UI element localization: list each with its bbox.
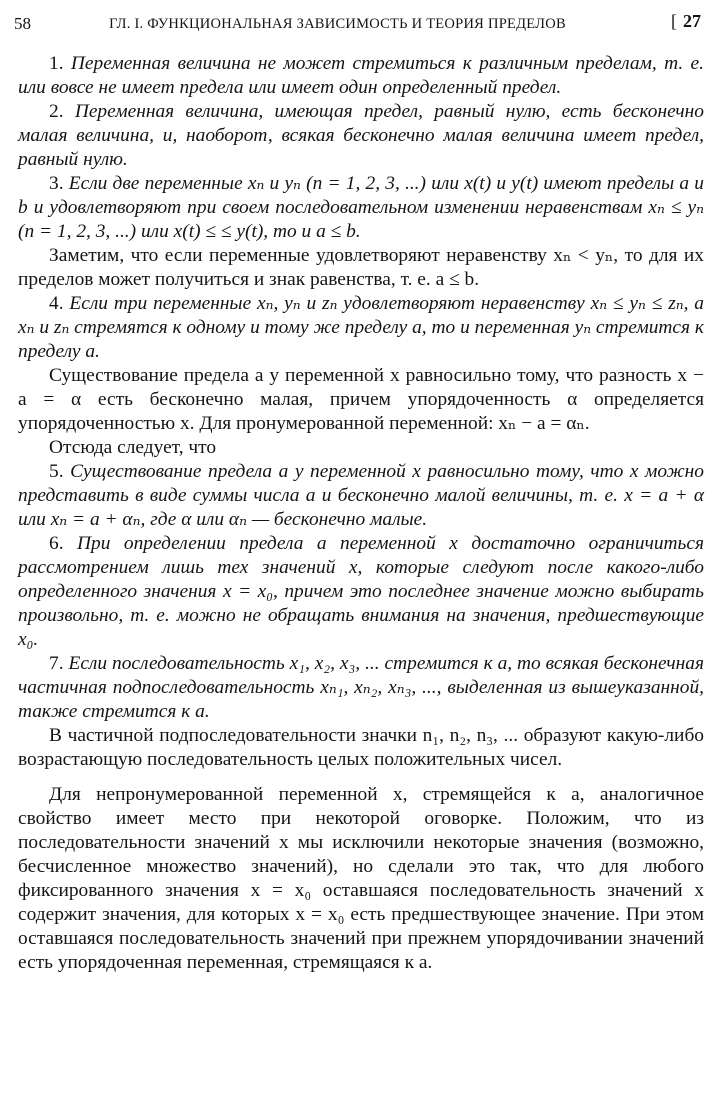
running-title: ГЛ. I. ФУНКЦИОНАЛЬНАЯ ЗАВИСИМОСТЬ И ТЕОРИЯ ПРЕДЕЛОВ: [109, 16, 566, 32]
property-1-number: 1.: [49, 53, 64, 74]
page-number: 58: [14, 14, 31, 33]
property-3-number: 3.: [49, 173, 64, 194]
page-body: [18, 52, 704, 975]
remark-lead-in-text: Отсюда следует, что: [49, 437, 217, 458]
section-bracket: [: [671, 11, 677, 31]
remark-after-3-text: Заметим, что если переменные удовлетворяют неравенству xₙ < yₙ, то для их пределов может получиться и знак равенства, т. е. a ≤ b.: [18, 245, 704, 290]
property-6-text: При определении предела a переменной x достаточно ограничиться рассмотрением лишь тех значений x, которые следуют после какого-либо определенного значения x = x₀, причем это последнее значение можно выбирать произвольно, т. е. можно не обращать внимания на значения, предшествующие x₀.: [18, 533, 704, 650]
property-7-text: Если последовательность x₁, x₂, x₃, ... стремится к a, то всякая бесконечная частичная подпоследовательность xₙ₁, xₙ₂, xₙ₃, ..., выделенная из вышеуказанной, также стремится к a.: [18, 653, 704, 722]
property-2-number: 2.: [49, 101, 64, 122]
remark-after-7-text: В частичной подпоследовательности значки n₁, n₂, n₃, ... образуют какую-либо возрастающую последовательность целых положительных чисел.: [18, 725, 704, 770]
property-5-number: 5.: [49, 461, 64, 482]
property-2-text: Переменная величина, имеющая предел, равный нулю, есть бесконечно малая величина, и, наоборот, всякая бесконечно малая величина имеет предел, равный нулю.: [18, 101, 704, 170]
property-5: [18, 460, 704, 532]
section-marker: [671, 11, 701, 32]
closing-paragraph-text: Для непронумерованной переменной x, стремящейся к a, аналогичное свойство имеет место при некоторой оговорке. Положим, что из последовательности значений x мы исключили некоторые значения (возможно, бесчисленное множество значений), но сделали это так, что для любого фиксированного значения x = x₀ оставшаяся последовательность значений x содержит значения, для которых x = x₀ есть предшествующее значение. При этом оставшаяся последовательность значений при прежнем упорядочивании значений есть упорядоченная переменная, стремящаяся к a.: [18, 784, 704, 973]
property-1: [18, 52, 704, 100]
property-6: [18, 532, 704, 652]
remark-lead-in: [18, 436, 704, 460]
property-7-number: 7.: [49, 653, 64, 674]
property-4-text: Если три переменные xₙ, yₙ и zₙ удовлетворяют неравенству xₙ ≤ yₙ ≤ zₙ, а xₙ и zₙ стремятся к одному и тому же пределу a, то и переменная yₙ стремится к пределу a.: [18, 293, 705, 362]
property-5-text: Существование предела a у переменной x равносильно тому, что x можно представить в виде суммы числа a и бесконечно малой величины, т. е. x = a + α или xₙ = a + αₙ, где α или αₙ — бесконечно малые.: [18, 461, 704, 530]
property-4-number: 4.: [49, 293, 64, 314]
property-1-text: Переменная величина не может стремиться к различным пределам, т. е. или вовсе не имеет предела или имеет один определенный предел.: [18, 53, 704, 98]
section-number: 27: [683, 11, 701, 31]
remark-after-4: [18, 364, 704, 436]
remark-after-3: [18, 244, 704, 292]
property-4: [18, 292, 704, 364]
running-header: [14, 10, 701, 40]
property-6-number: 6.: [49, 533, 64, 554]
property-2: [18, 100, 704, 172]
closing-paragraph: [18, 783, 704, 975]
property-3-text: Если две переменные xₙ и yₙ (n = 1, 2, 3, ...) или x(t) и y(t) имеют пределы a и b и удовлетворяют при своем последовательном изменении неравенствам xₙ ≤ yₙ (n = 1, 2, 3, ...) или x(t) ≤ ≤ y(t), то и a ≤ b.: [18, 173, 704, 242]
remark-after-7: [18, 724, 704, 772]
remark-after-4-text: Существование предела a у переменной x равносильно тому, что разность x − a = α есть бесконечно малая, причем упорядоченность α определяется упорядоченностью x. Для пронумерованной переменной: xₙ − a = αₙ.: [18, 365, 704, 434]
property-7: [18, 652, 704, 724]
property-3: [18, 172, 704, 244]
